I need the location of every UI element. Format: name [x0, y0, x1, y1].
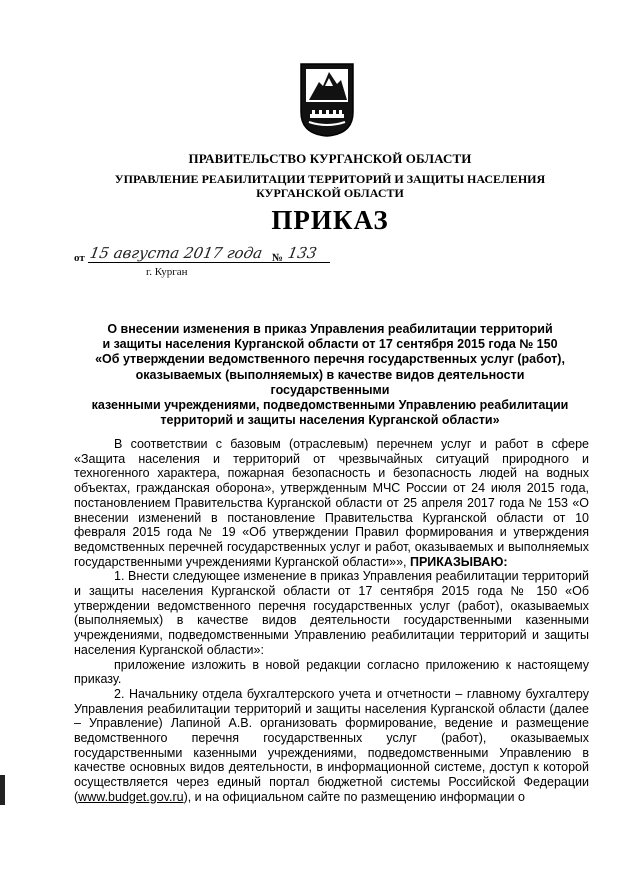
- clause-1-paragraph: 1. Внести следующее изменение в приказ Управления реабилитации территорий и защиты населения Курганской области от 17 сентября 2015 года № 150 «Об утверждении ведомственного перечня государственных услуг (работ), оказываемых (выполняемых) в качестве видов деятельности государственными казенными учреждениями, подведомственными Управлению реабилитации территорий и защиты населения Курганской области»:: [74, 569, 589, 657]
- city: г. Курган: [146, 266, 188, 278]
- coat-of-arms-emblem: [299, 62, 355, 138]
- preamble-paragraph: [74, 437, 589, 569]
- subject-line: оказываемых (выполняемых) в качестве видов деятельности государственными: [135, 367, 525, 397]
- date-number-line: [74, 244, 374, 288]
- preamble-text: В соответствии с базовым (отраслевым) перечнем услуг и работ в сфере «Защита населения и территорий от чрезвычайных ситуаций природного и техногенного характера, пожарная безопасность и безопасность людей на водных объектах, гражданская оборона», утвержденным МЧС России от 24 июля 2015 года, постановлением Правительства Курганской области от 25 апреля 2017 года № 153 «О внесении изменений в постановление Правительства Курганской области от 10 февраля 2015 года № 19 «Об утверждении Правил формирования и утверждения ведомственных перечней государственных услуг и работ, оказываемых и выполняемых государственными учреждениями Курганской области»»,: [74, 437, 589, 569]
- clause-2-text-end: ), и на официальном сайте по размещению информации о: [183, 789, 525, 804]
- number-underline: [286, 262, 330, 263]
- department-name-line1: УПРАВЛЕНИЕ РЕАБИЛИТАЦИИ ТЕРРИТОРИЙ И ЗАЩИТЫ НАСЕЛЕНИЯ: [114, 172, 546, 186]
- scan-edge-mark: [0, 775, 5, 805]
- clause-1-amendment: приложение изложить в новой редакции согласно приложению к настоящему приказу.: [74, 657, 589, 687]
- department-name-line2: КУРГАНСКОЙ ОБЛАСТИ: [256, 186, 404, 200]
- order-body: [74, 437, 589, 805]
- government-name: ПРАВИТЕЛЬСТВО КУРГАНСКОЙ ОБЛАСТИ: [188, 151, 472, 166]
- date-prefix: от: [74, 252, 85, 264]
- number-label: №: [272, 252, 284, 264]
- department-name: [100, 172, 560, 200]
- document-title: ПРИКАЗ: [271, 205, 389, 235]
- handwritten-number: 133: [286, 244, 319, 262]
- handwritten-date: 15 августа 2017 года: [88, 244, 264, 262]
- budget-portal-link[interactable]: www.budget.gov.ru: [78, 789, 184, 804]
- subject-line: территорий и защиты населения Курганской области»: [160, 413, 500, 428]
- subject-line: казенными учреждениями, подведомственными Управлению реабилитации: [91, 398, 569, 413]
- subject-line: «Об утверждении ведомственного перечня государственных услуг (работ),: [95, 352, 565, 367]
- subject-line: и защиты населения Курганской области от 17 сентября 2015 года № 150: [102, 337, 558, 352]
- order-subject: [90, 322, 570, 428]
- order-keyword: ПРИКАЗЫВАЮ:: [409, 554, 508, 569]
- clause-2-paragraph: [74, 687, 589, 805]
- clause-2-text: 2. Начальнику отдела бухгалтерского учета и отчетности – главному бухгалтеру Управления реабилитации территорий и защиты населения Курганской области (далее – Управление) Лапиной А.В. организовать формирование, ведение и размещение ведомственного перечня государственных услуг (работ), оказываемых государственными казенными учреждениями, подведомственными Управлению в качестве основных видов деятельности, в информационной системе, доступ к которой осуществляется через единый портал бюджетной системы Российской Федерации (: [74, 686, 589, 804]
- subject-line: О внесении изменения в приказ Управления реабилитации территорий: [107, 322, 553, 336]
